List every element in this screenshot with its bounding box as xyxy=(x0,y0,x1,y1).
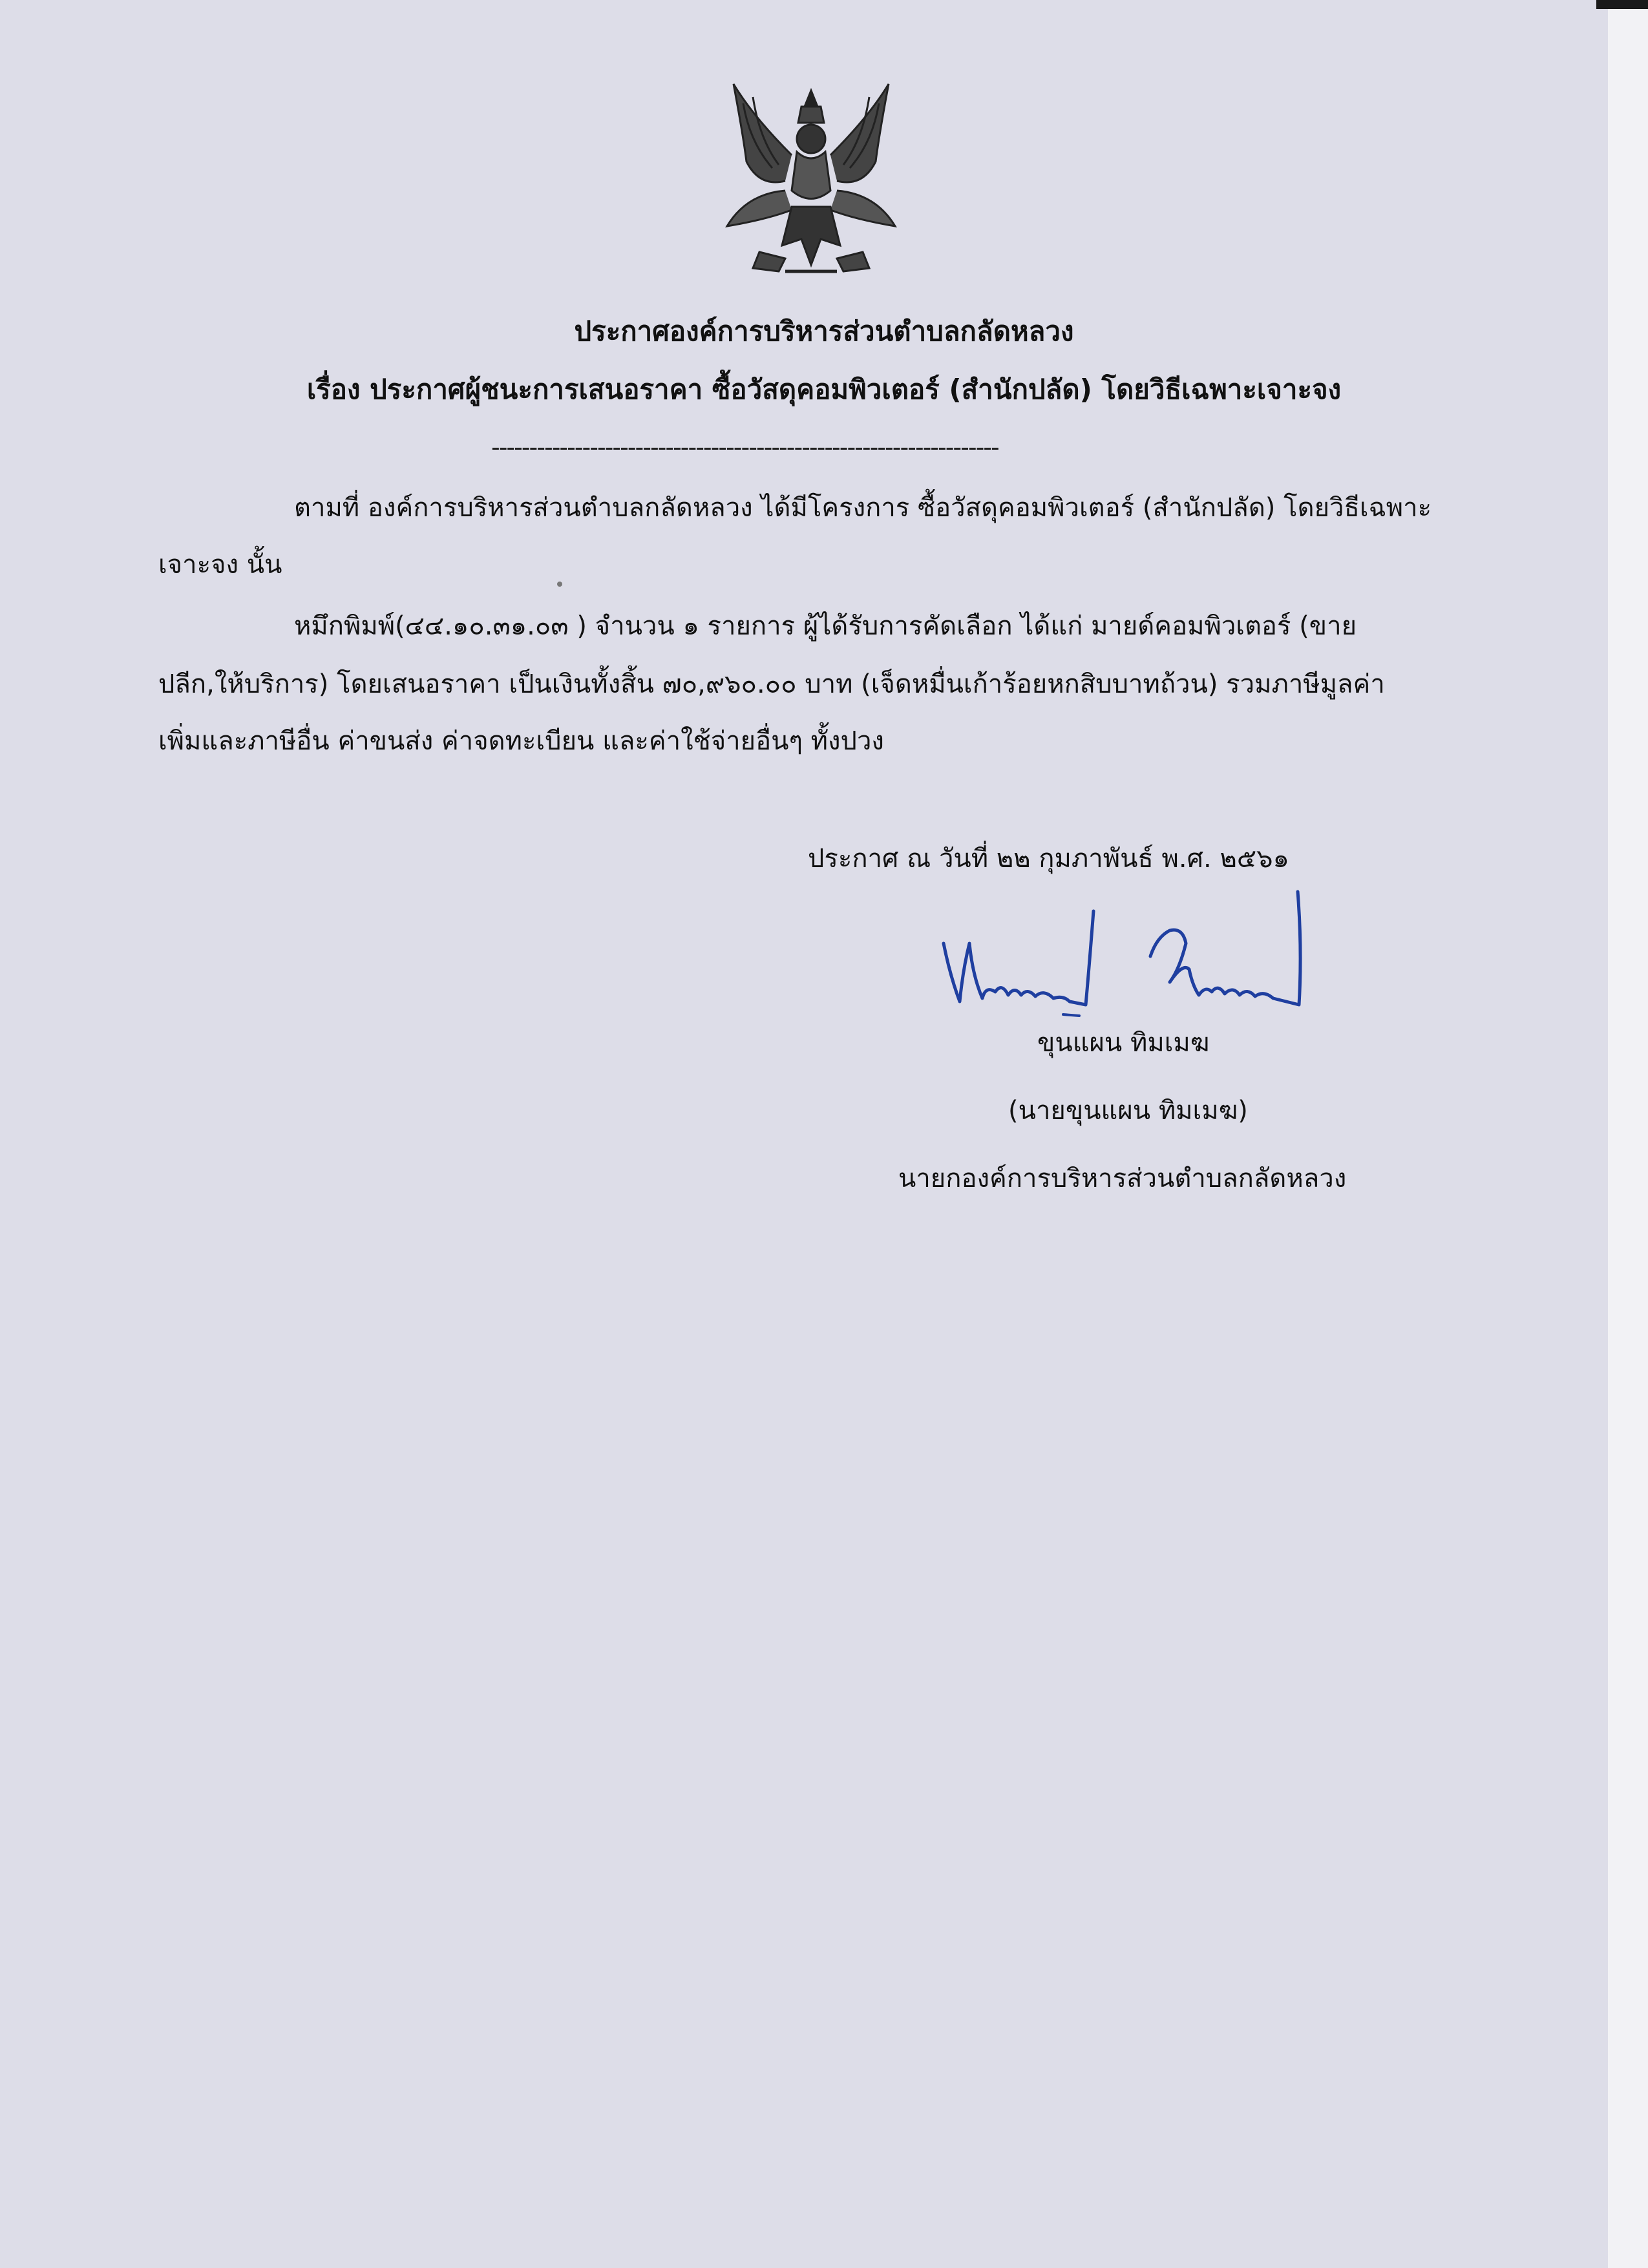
paragraph-2-line-1: หมึกพิมพ์(๔๔.๑๐.๓๑.๐๓ ) จำนวน ๑ รายการ ผู้ได้รับการคัดเลือก ได้แก่ มายด์คอมพิวเตอร์ (ขาย xyxy=(294,611,1357,641)
signer-full-name: (นายขุนแผน ทิมเมฆ) xyxy=(1008,1096,1248,1126)
document-title: ประกาศองค์การบริหารส่วนตำบลกลัดหลวง xyxy=(574,315,1074,347)
garuda-emblem-icon xyxy=(708,78,914,284)
paragraph-1-line-1: ตามที่ องค์การบริหารส่วนตำบลกลัดหลวง ได้มีโครงการ ซื้อวัสดุคอมพิวเตอร์ (สำนักปลัด) โดยวิธีเฉพาะ xyxy=(294,493,1432,523)
document-subject: เรื่อง ประกาศผู้ชนะการเสนอราคา ซื้อวัสดุคอมพิวเตอร์ (สำนักปลัด) โดยวิธีเฉพาะเจาะจง xyxy=(306,373,1342,405)
paragraph-2-line-3: เพิ่มและภาษีอื่น ค่าขนส่ง ค่าจดทะเบียน และค่าใช้จ่ายอื่นๆ ทั้งปวง xyxy=(158,726,884,756)
divider-line: ------------------------------------------------------------------- xyxy=(491,433,998,461)
signer-position: นายกองค์การบริหารส่วนตำบลกลัดหลวง xyxy=(898,1164,1347,1193)
handwritten-signature xyxy=(924,872,1325,1040)
scan-edge-top xyxy=(1596,0,1648,9)
paragraph-2-line-2: ปลีก,ให้บริการ) โดยเสนอราคา เป็นเงินทั้งสิ้น ๗๐,๙๖๐.๐๐ บาท (เจ็ดหมื่นเก้าร้อยหกสิบบาทถ้วน) รวมภาษีมูลค่า xyxy=(158,669,1385,699)
scan-speck xyxy=(557,582,562,587)
paragraph-1-line-2: เจาะจง นั้น xyxy=(158,550,282,580)
announcement-date: ประกาศ ณ วันที่ ๒๒ กุมภาพันธ์ พ.ศ. ๒๕๖๑ xyxy=(808,844,1289,874)
signer-name: ขุนแผน ทิมเมฆ xyxy=(1037,1028,1210,1058)
